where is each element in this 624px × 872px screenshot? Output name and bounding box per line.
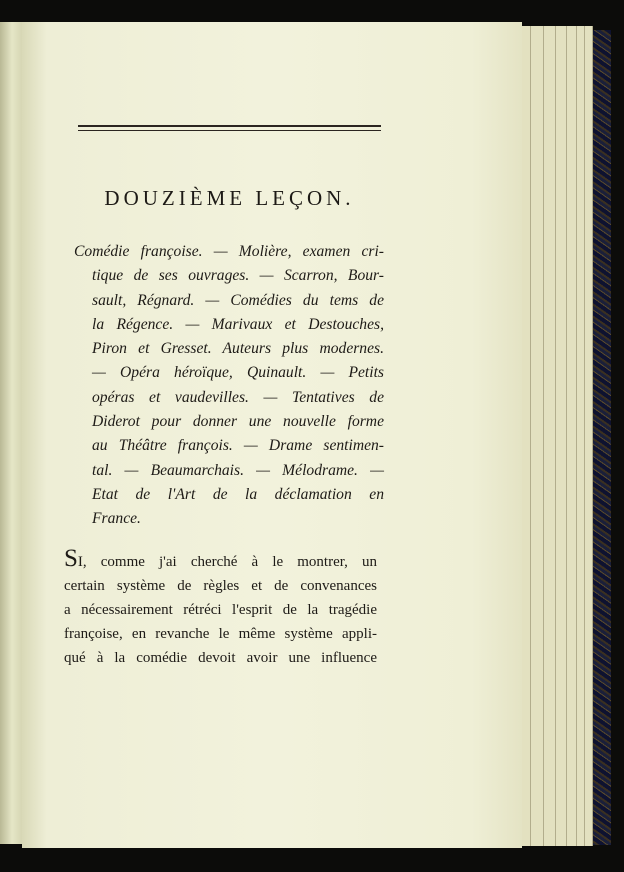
summary-line: Piron et Gresset. Auteurs plus modernes. <box>92 340 384 358</box>
summary-line: tique de ses ouvrages. — Scarron, Bour- <box>92 267 384 285</box>
body-line: certain système de règles et de convenances <box>64 578 377 594</box>
summary-line: Diderot pour donner une nouvelle forme <box>92 413 384 431</box>
summary-line: France. <box>92 510 141 528</box>
page-stack-edge <box>555 26 567 846</box>
page-stack-edge <box>530 26 544 846</box>
summary-line: Etat de l'Art de la déclamation en <box>92 485 384 503</box>
page-stack-edge <box>543 26 556 846</box>
summary-line: — Opéra héroïque, Quinault. — Petits <box>92 364 384 382</box>
body-paragraph <box>64 545 377 670</box>
header-rule <box>78 125 381 127</box>
marbled-book-edge <box>590 30 611 845</box>
summary-line: la Régence. — Marivaux et Destouches, <box>92 315 384 333</box>
chapter-title: DOUZIÈME LEÇON. <box>104 186 355 210</box>
page-stack-edge <box>576 26 585 846</box>
chapter-summary <box>74 240 384 532</box>
summary-line: sault, Régnard. — Comédies du tems de <box>92 291 384 309</box>
body-line: françoise, en revanche le même système appli- <box>64 626 377 642</box>
page-stack-edge <box>584 26 593 846</box>
header-rule-thin <box>78 130 381 131</box>
summary-line: au Théâtre françois. — Drame sentimen- <box>92 437 384 455</box>
body-line: a nécessairement rétréci l'esprit de la tragédie <box>64 602 377 618</box>
drop-cap: S <box>64 545 78 572</box>
body-line: I, comme j'ai cherché à le montrer, un <box>77 554 377 570</box>
summary-line: opéras et vaudevilles. — Tentatives de <box>92 388 384 406</box>
page-stack-edge <box>566 26 577 846</box>
left-page-edge <box>0 22 23 844</box>
summary-line: tal. — Beaumarchais. — Mélodrame. — <box>92 461 384 479</box>
summary-line: Comédie françoise. — Molière, examen cri- <box>74 243 384 260</box>
body-line: qué à la comédie devoit avoir une influence <box>64 650 377 666</box>
